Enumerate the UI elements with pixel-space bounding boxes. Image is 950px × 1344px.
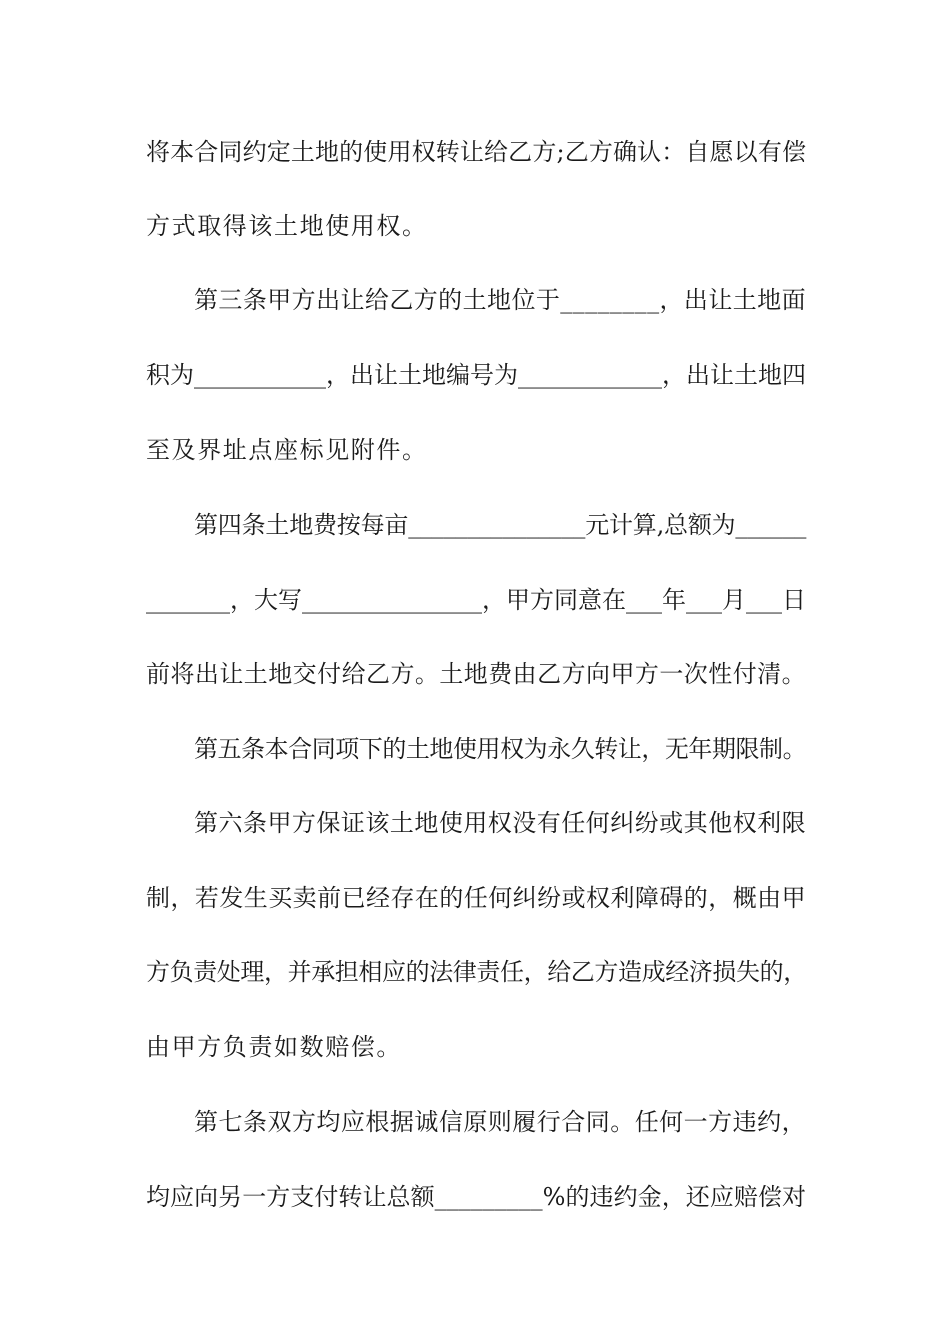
text-line: 第四条土地费按每亩_______________元计算,总额为______ <box>194 511 807 539</box>
text-line: 前将出让土地交付给乙方。土地费由乙方向甲方一次性付清。 <box>146 660 806 688</box>
text-line: 积为___________，出让土地编号为____________，出让土地四 <box>146 361 806 389</box>
text-line: 均应向另一方支付转让总额_________%的违约金，还应赔偿对 <box>146 1183 806 1211</box>
text-line: 方负责处理，并承担相应的法律责任，给乙方造成经济损失的， <box>146 958 807 986</box>
text-line: 将本合同约定土地的使用权转让给乙方;乙方确认：自愿以有偿 <box>146 138 806 166</box>
text-line: 制，若发生买卖前已经存在的任何纠纷或权利障碍的，概由甲 <box>146 884 806 912</box>
text-line: _______，大写_______________，甲方同意在___年___月___日 <box>146 586 806 614</box>
text-line: 由甲方负责如数赔偿。 <box>146 1033 402 1061</box>
text-line: 第六条甲方保证该土地使用权没有任何纠纷或其他权利限 <box>194 809 806 837</box>
text-line: 第七条双方均应根据诚信原则履行合同。任何一方违约， <box>194 1108 806 1136</box>
text-line: 第三条甲方出让给乙方的土地位于________，出让土地面 <box>194 286 806 314</box>
text-line: 第五条本合同项下的土地使用权为永久转让，无年期限制。 <box>194 735 806 763</box>
text-line: 至及界址点座标见附件。 <box>146 436 428 464</box>
text-line: 方式取得该土地使用权。 <box>146 212 428 240</box>
